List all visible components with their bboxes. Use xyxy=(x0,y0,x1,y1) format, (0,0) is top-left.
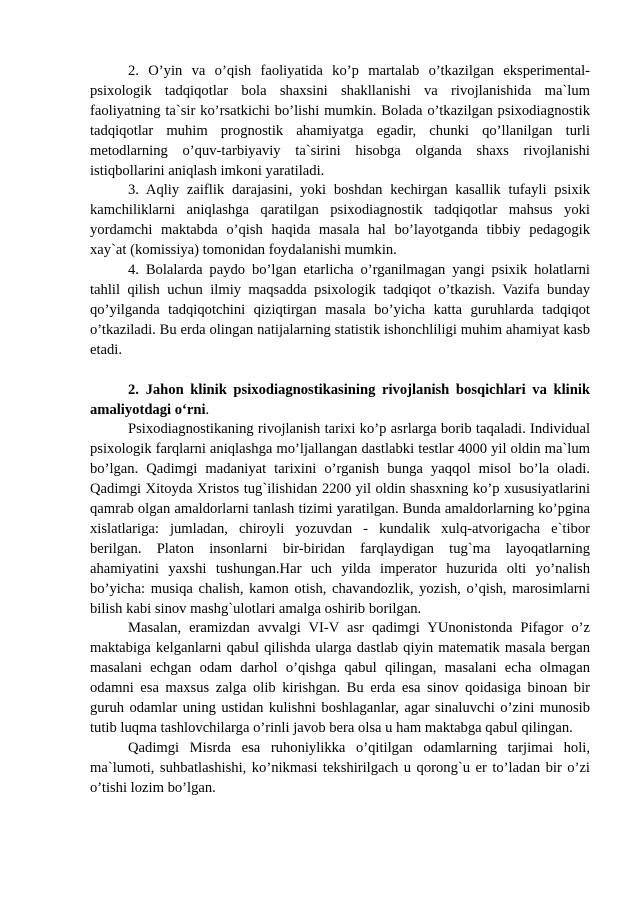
paragraph-4: 4. Bolalarda paydo bo’lgan etarlicha o’rganilmagan yangi psixik holatlarni tahlil qilish uchun ilmiy maqsadda psixologik tadqiqot o’tkazish. Vazifa bunday qo’yilganda tadqiqotchini qiziqtirgan masala bo’yicha katta guruhlarda tadqiqot o’tkaziladi. Bu erda olingan natijalarning statistik ishonchliligi muhim ahamiyat kasb etadi. xyxy=(90,262,590,358)
section-heading-text: 2. Jahon klinik psixodiagnostikasining rivojlanish bosqichlari va klinik amaliyotdagi o‘rni xyxy=(90,381,590,418)
section-gap xyxy=(90,361,590,381)
section-heading-tail: . xyxy=(205,401,210,418)
paragraph-history: Psixodiagnostikaning rivojlanish tarixi ko’p asrlarga borib taqaladi. Individual psixologik farqlarni aniqlashga mo’ljallangan dastlabki testlar 4000 yil oldin ma`lum bo’lgan. Qadimgi madaniyat tarixini o’rganish bunga yaqqol misol bo’la oladi. Qadimgi Xitoyda Xristos tug`ilishidan 2200 yil oldin shasxning ko’p xususiyatlarini qamrab olgan amaldorlarni tanlash tizimi yaratilgan. Bunda amaldorlarning ko’pgina xislatlariga: jumladan, chiroyli yozuvdan - kundalik xulq-atvorigacha e`tibor berilgan. Platon insonlarni bir-biridan farqlaydigan tug`ma layoqatlarning ahamiyatini yaxshi tushungan.Har uch yilda imperator huzurida olti yo’nalish bo’yicha: musiqa chalish, kamon otish, chavandozlik, yozish, o’qish, marosimlarni bilish kabi sinov mashg`ulotlari amalga oshirib borilgan. xyxy=(90,421,590,617)
paragraph-egypt: Qadimgi Misrda esa ruhoniylikka o’qitilgan odamlarning tarjimai holi, ma`lumoti, suhbatlashishi, ko’nikmasi tekshirilgach u qorong`u er to’ladan bir o’zi o’tishi lozim bo’lgan. xyxy=(90,739,590,796)
section-heading xyxy=(90,381,590,421)
paragraph-3: 3. Aqliy zaiflik darajasini, yoki boshdan kechirgan kasallik tufayli psixik kamchiliklarni aniqlashga qaratilgan psixodiagnostik tadqiqotlar mahsus yoki yordamchi maktabda o’qish haqida masala hal bo’layotganda tibbiy pedagogik xay`at (komissiya) tomonidan foydalanishi mumkin. xyxy=(90,182,590,259)
paragraph-pythagoras: Masalan, eramizdan avvalgi VI-V asr qadimgi YUnonistonda Pifagor o’z maktabiga kelganlarni qabul qilishda ularga dastlab qiyin matematik masala bergan masalani echgan odam darhol o’qishga qabul qilingan, masalani echa olmagan odamni esa maxsus zalga olib kirishgan. Bu erda esa sinov qoidasiga binoan bir guruh odamlar uning ustidan kulishni boshlaganlar, agar sinaluvchi o’zini munosib tutib luqma tashlovchilarga o’rinli javob bera olsa u ham maktabga qabul qilingan. xyxy=(90,620,590,736)
document-page xyxy=(90,62,590,799)
paragraph-2: 2. O’yin va o’qish faoliyatida ko’p martalab o’tkazilgan eksperimental-psixologik tadqiqotlar bola shaxsini shakllanishi va rivojlanishida ma`lum faoliyatning ta`sir ko’rsatkichi bo’lishi mumkin. Bolada o’tkazilgan psixodiagnostik tadqiqotlar muhim prognostik ahamiyatga egadir, chunki qo’llanilgan turli metodlarning o’quv-tarbiyaviy ta`sirini hisobga olganda shaxs rivojlanishi istiqbollarini aniqlash imkoni yaratiladi. xyxy=(90,63,590,179)
